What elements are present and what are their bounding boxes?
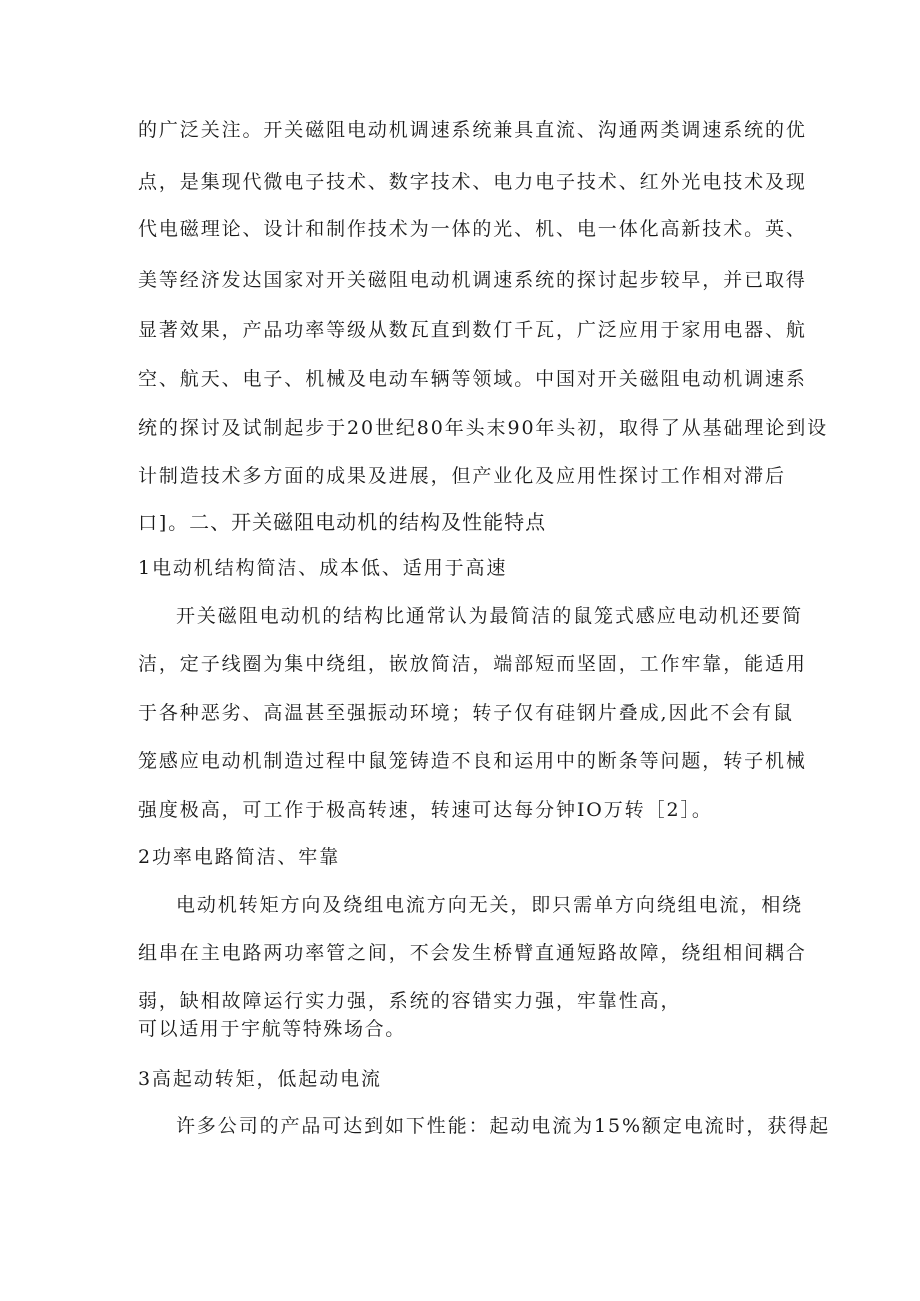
paragraph-line: 美等经济发达国家对开关磁阻电动机调速系统的探讨起步较早，并已取得 [138,269,807,291]
paragraph-line: 统的探讨及试制起步于20世纪80年头末90年头初，取得了从基础理论到设 [138,417,829,439]
paragraph-line: 洁，定子线圈为集中绕组，嵌放简洁，端部短而坚固，工作牢靠，能适用 [138,653,807,675]
paragraph-line: 笼感应电动机制造过程中鼠笼铸造不良和运用中的断条等问题，转子机械 [138,750,807,772]
subsection-title: 3高起动转矩，低起动电流 [138,1068,382,1090]
paragraph-line: 点，是集现代微电子技术、数字技术、电力电子技术、红外光电技术及现 [138,171,807,193]
subsection-title: 2功率电路简洁、牢靠 [138,846,341,868]
paragraph-line: 的广泛关注。开关磁阻电动机调速系统兼具直流、沟通两类调速系统的优 [138,119,807,141]
paragraph-line: 代电磁理论、设计和制作技术为一体的光、机、电一体化高新技术。英、 [138,218,807,240]
paragraph-line: 可以适用于宇航等特殊场合。 [138,1018,406,1040]
paragraph-tail: 口]。 [138,512,190,534]
paragraph-line: 计制造技术多方面的成果及进展，但产业化及应用性探讨工作相对滞后 [138,465,786,487]
section-line [138,510,546,535]
section-heading: 二、开关磁阻电动机的结构及性能特点 [189,510,547,534]
paragraph-line: 许多公司的产品可达到如下性能：起动电流为15%额定电流时，获得起 [176,1115,831,1137]
paragraph-line: 显著效果，产品功率等级从数瓦直到数仃千瓦，广泛应用于家用电器、航 [138,319,807,341]
paragraph-line: 开关磁阻电动机的结构比通常认为最简洁的鼠笼式感应电动机还要简 [176,605,804,627]
paragraph-line: 于各种恶劣、高温甚至强振动环境；转子仅有硅钢片叠成,因此不会有鼠 [138,702,794,724]
paragraph-line: 空、航天、电子、机械及电动车辆等领域。中国对开关磁阻电动机调速系 [138,368,807,390]
paragraph-line: 强度极高，可工作于极高转速，转速可达每分钟IO万转［2］。 [138,799,713,821]
paragraph-line: 弱，缺相故障运行实力强，系统的容错实力强，牢靠性高， [138,990,682,1012]
paragraph-line: 电动机转矩方向及绕组电流方向无关，即只需单方向绕组电流，相绕 [176,894,804,916]
paragraph-line: 组串在主电路两功率管之间，不会发生桥臂直通短路故障，绕组相间耦合 [138,942,807,964]
subsection-title: 1电动机结构简洁、成本低、适用于高速 [138,557,508,579]
